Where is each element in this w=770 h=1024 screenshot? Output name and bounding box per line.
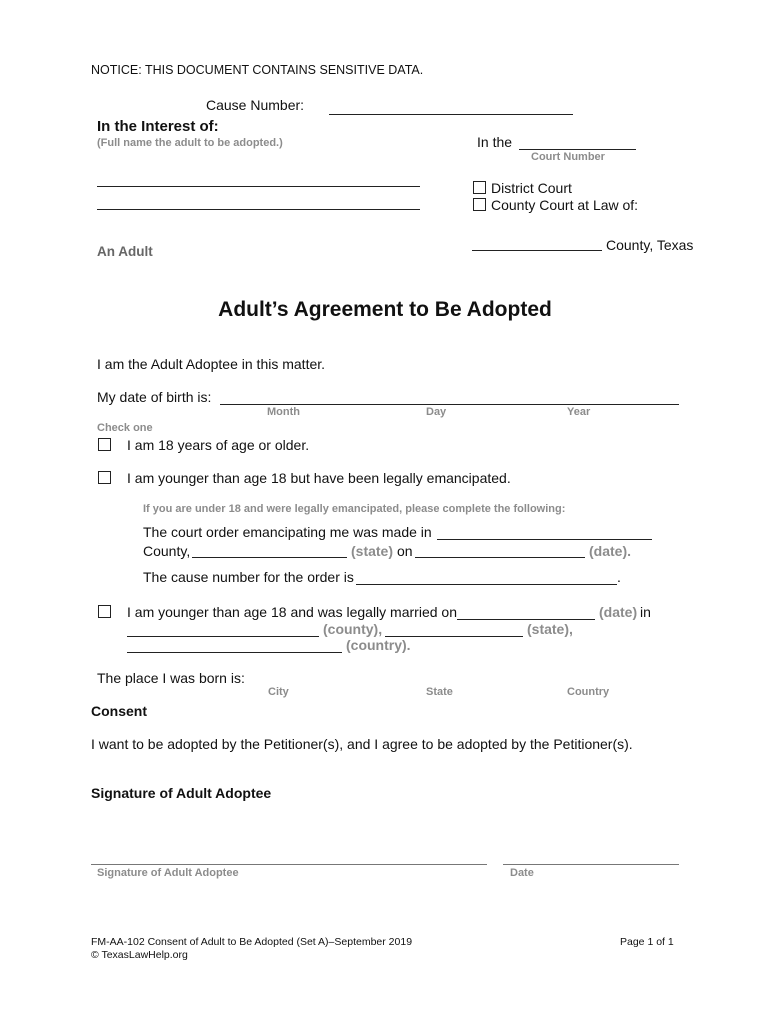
birth-country-hint: Country <box>567 686 610 698</box>
state-hint-2: (state), <box>527 621 573 637</box>
adoptee-statement: I am the Adult Adoptee in this matter. <box>97 356 326 372</box>
county-hint: (county), <box>323 621 383 637</box>
dob-label: My date of birth is: <box>97 389 212 405</box>
emancipated-hint: If you are under 18 and were legally emancipated, please complete the following: <box>143 503 566 515</box>
district-court-label: District Court <box>491 180 572 196</box>
emancipation-date-field[interactable] <box>415 557 585 558</box>
country-hint: (country). <box>346 637 411 653</box>
check-one-hint: Check one <box>97 422 153 434</box>
in-the-label: In the <box>477 134 513 150</box>
consent-heading: Consent <box>91 703 147 719</box>
dob-day-hint: Day <box>426 406 447 418</box>
court-number-field[interactable] <box>519 149 636 150</box>
place-born-label: The place I was born is: <box>97 670 245 686</box>
county-texas-label: County, Texas <box>606 237 694 253</box>
marriage-country-field[interactable] <box>127 652 342 653</box>
signature-hint: Signature of Adult Adoptee <box>97 867 239 879</box>
interest-label: In the Interest of: <box>97 118 219 135</box>
marriage-county-field[interactable] <box>127 636 319 637</box>
copyright: © TexasLawHelp.org <box>91 949 188 961</box>
state-hint: (state) <box>351 543 394 559</box>
county-label: County, <box>143 543 191 559</box>
emancipation-state-field[interactable] <box>192 557 347 558</box>
interest-name-line-1[interactable] <box>97 186 420 187</box>
court-order-county-field[interactable] <box>437 539 652 540</box>
form-id: FM-AA-102 Consent of Adult to Be Adopted (Set A)–September 2019 <box>91 936 413 948</box>
document-title: Adult’s Agreement to Be Adopted <box>218 298 552 321</box>
married-label: I am younger than age 18 and was legally married on <box>127 604 457 620</box>
court-order-label: The court order emancipating me was made in <box>143 524 432 540</box>
period: . <box>617 569 621 585</box>
county-court-label: County Court at Law of: <box>491 197 639 213</box>
signature-date-field[interactable] <box>503 864 679 865</box>
signature-heading: Signature of Adult Adoptee <box>91 785 272 801</box>
dob-field[interactable] <box>220 404 679 405</box>
district-court-checkbox[interactable] <box>473 181 486 194</box>
emancipated-checkbox[interactable] <box>98 471 111 484</box>
married-checkbox[interactable] <box>98 605 111 618</box>
order-cause-number-field[interactable] <box>356 584 617 585</box>
consent-text: I want to be adopted by the Petitioner(s), and I agree to be adopted by the Petitioner(s). <box>91 736 633 752</box>
sensitive-notice: NOTICE: THIS DOCUMENT CONTAINS SENSITIVE DATA. <box>91 63 424 77</box>
dob-month-hint: Month <box>267 406 300 418</box>
cause-number-field[interactable] <box>329 114 573 115</box>
marriage-date-field[interactable] <box>457 619 595 620</box>
county-name-field[interactable] <box>472 250 602 251</box>
signature-date-hint: Date <box>510 867 534 879</box>
signature-field[interactable] <box>91 864 487 865</box>
birth-city-hint: City <box>268 686 289 698</box>
page-number: Page 1 of 1 <box>620 936 674 948</box>
dob-year-hint: Year <box>567 406 591 418</box>
court-number-hint: Court Number <box>531 151 605 163</box>
cause-number-label: Cause Number: <box>206 97 305 113</box>
an-adult-label: An Adult <box>97 244 153 259</box>
on-label: on <box>397 543 413 559</box>
age-18-checkbox[interactable] <box>98 438 111 451</box>
cause-order-label: The cause number for the order is <box>143 569 354 585</box>
birth-state-hint: State <box>426 686 453 698</box>
date-hint: (date). <box>589 543 631 559</box>
emancipated-label: I am younger than age 18 but have been legally emancipated. <box>127 470 511 486</box>
county-court-checkbox[interactable] <box>473 198 486 211</box>
age-18-label: I am 18 years of age or older. <box>127 437 310 453</box>
married-date-hint: (date) <box>599 604 638 620</box>
interest-hint: (Full name the adult to be adopted.) <box>97 137 283 149</box>
interest-name-line-2[interactable] <box>97 209 420 210</box>
in-label: in <box>640 604 651 620</box>
